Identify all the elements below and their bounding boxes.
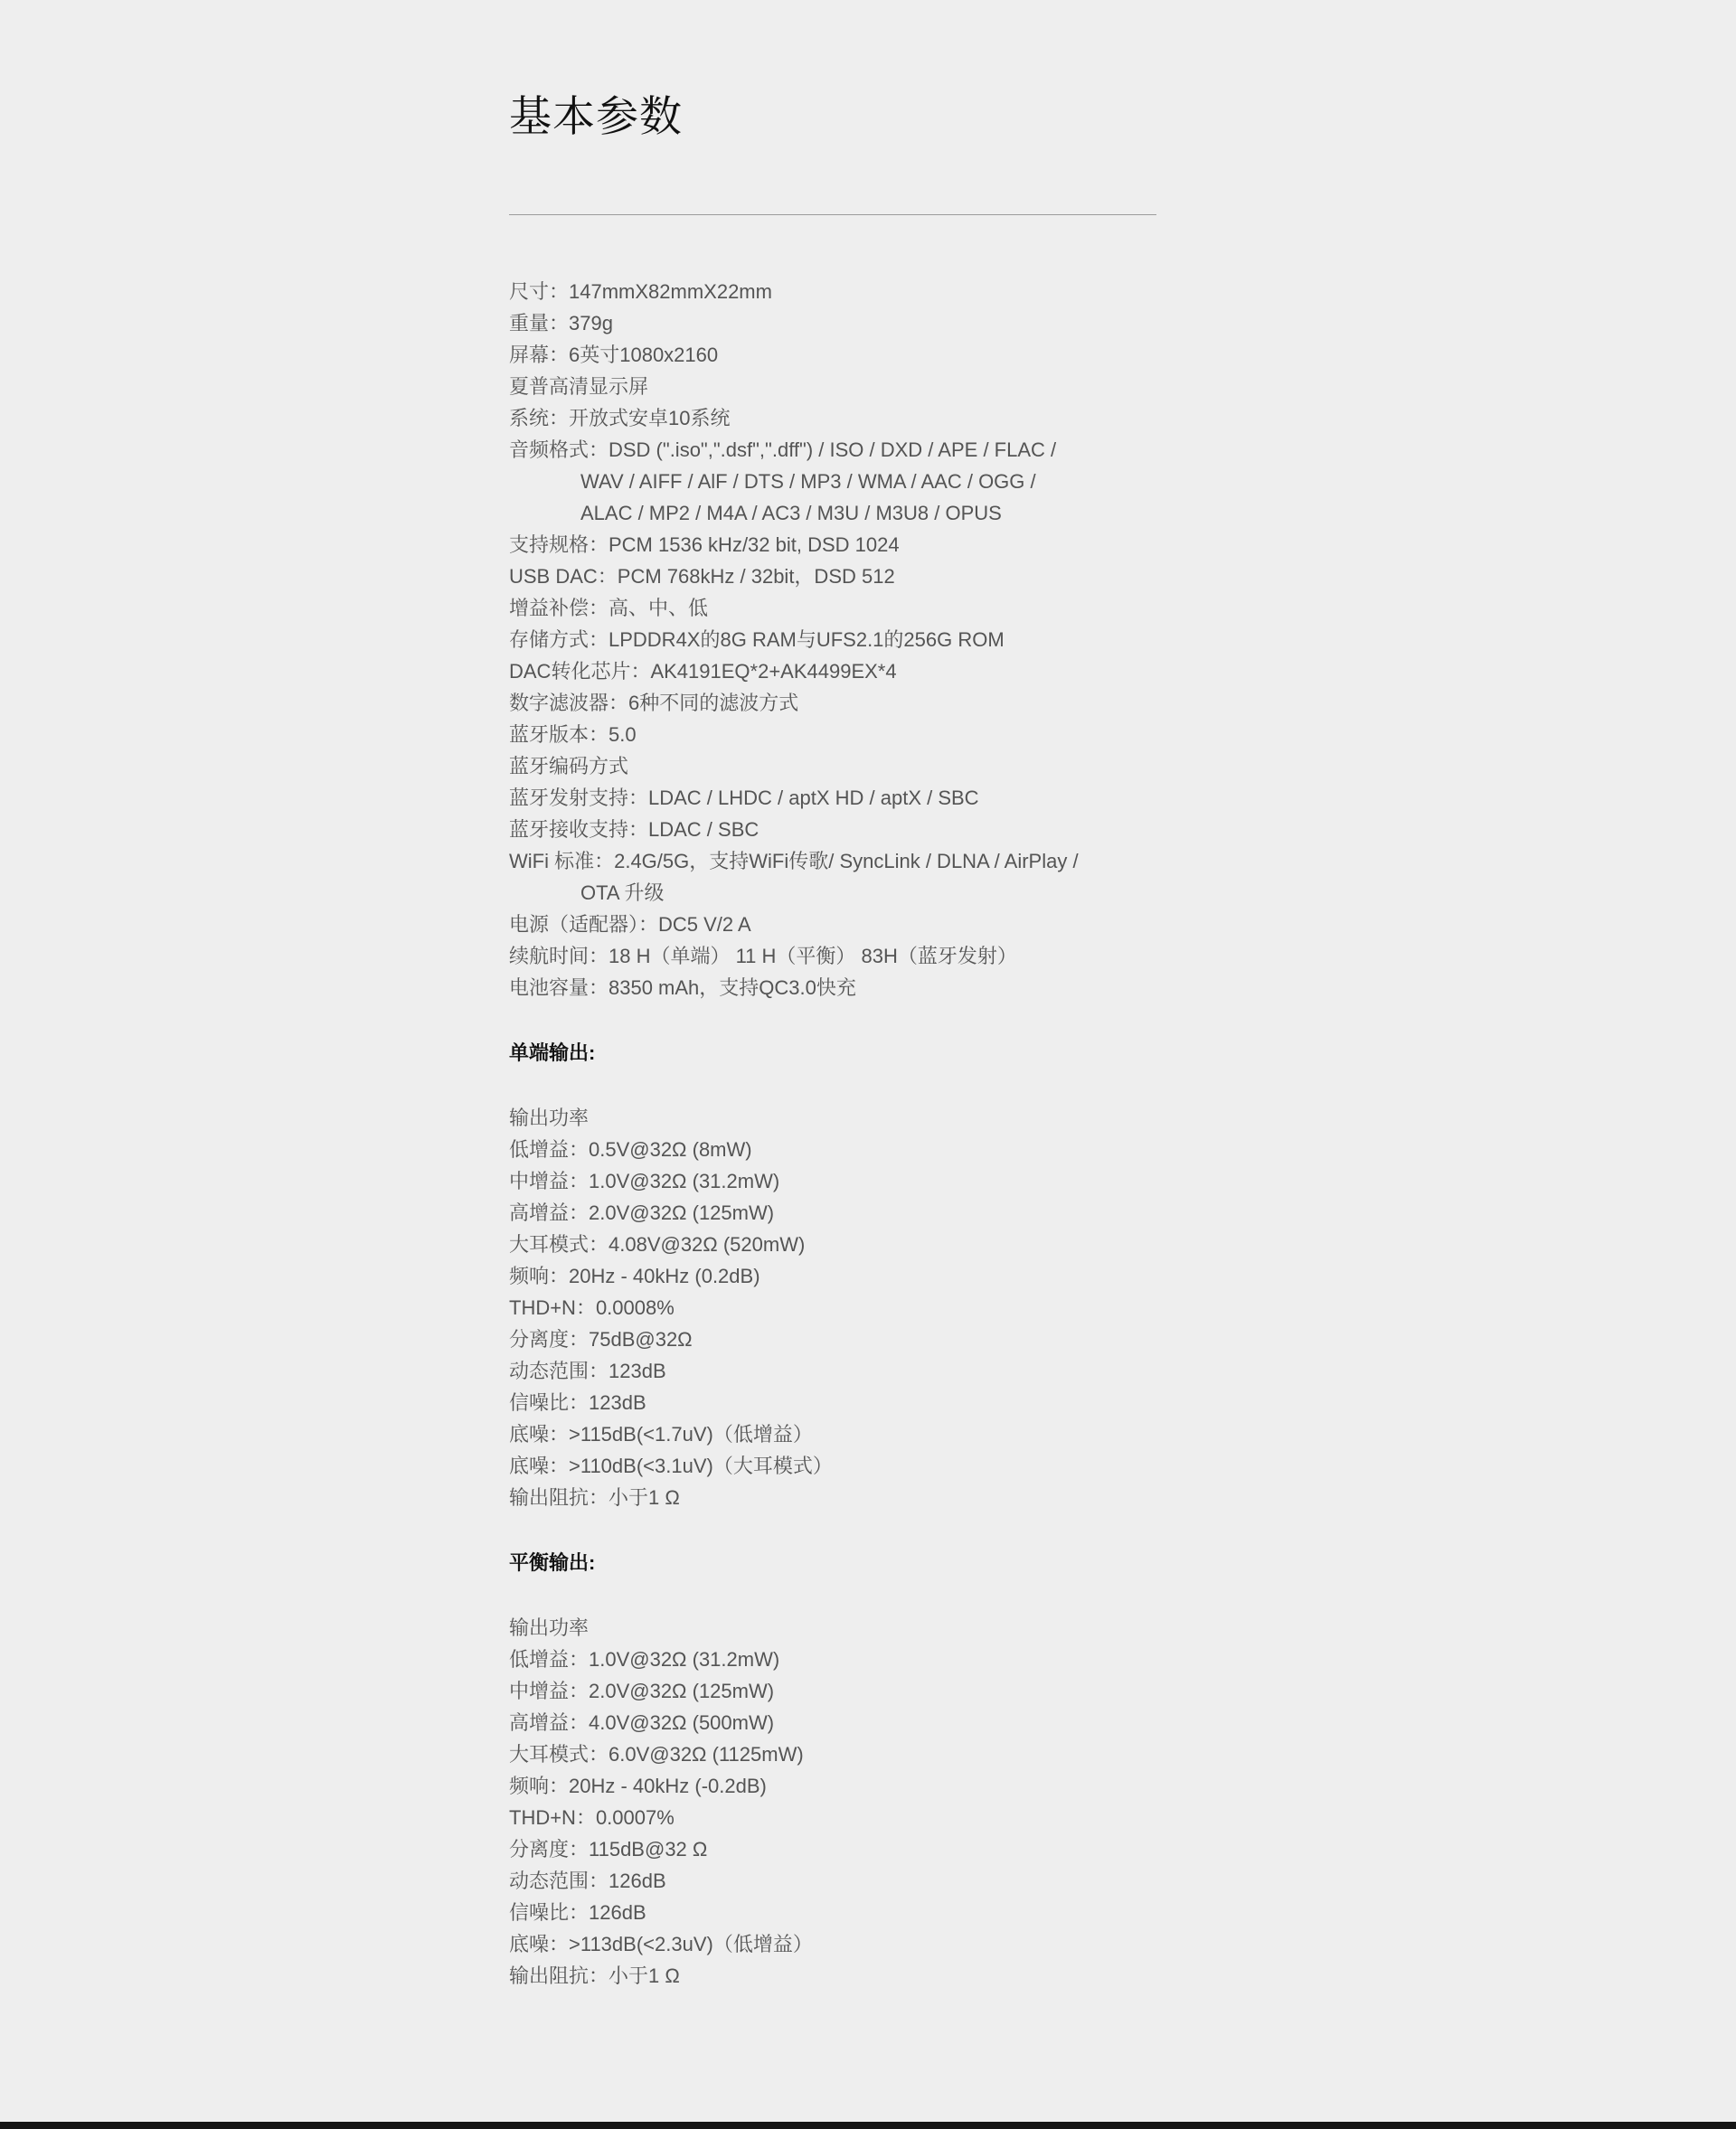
balanced-spec-list [509,1612,1214,1992]
spec-line-bal-dynamic-range: 动态范围：126dB [509,1870,666,1892]
spec-line-se-snr: 信噪比：123dB [509,1391,646,1414]
spec-line-bal-output-power: 输出功率 [509,1616,590,1639]
spec-line-bal-thd-n: THD+N：0.0007% [509,1806,675,1829]
spec-line-se-low-gain: 低增益：0.5V@32Ω (8mW) [509,1138,752,1161]
spec-line-se-big-ear-mode: 大耳模式：4.08V@32Ω (520mW) [509,1233,806,1256]
spec-line-se-mid-gain: 中增益：1.0V@32Ω (31.2mW) [509,1170,780,1192]
spec-line-bal-high-gain: 高增益：4.0V@32Ω (500mW) [509,1711,775,1734]
spec-line-usb-dac: USB DAC：PCM 768kHz / 32bit，DSD 512 [509,565,895,588]
spec-line-se-thd-n: THD+N：0.0008% [509,1296,675,1319]
spec-line-bal-big-ear-mode: 大耳模式：6.0V@32Ω (1125mW) [509,1743,804,1766]
spec-line-power-adapter: 电源（适配器）：DC5 V/2 A [509,913,751,936]
spec-line-se-frequency-response: 频响：20Hz - 40kHz (0.2dB) [509,1265,760,1287]
spec-line-bal-low-gain: 低增益：1.0V@32Ω (31.2mW) [509,1648,780,1671]
spec-line-bal-noise-floor-low-gain: 底噪：>113dB(<2.3uV)（低增益） [509,1933,813,1955]
spec-line-dac-chip: DAC转化芯片：AK4191EQ*2+AK4499EX*4 [509,660,897,683]
spec-line-se-noise-floor-low-gain: 底噪：>115dB(<1.7uV)（低增益） [509,1423,813,1446]
spec-line-bluetooth-codec: 蓝牙编码方式 [509,755,629,777]
spec-line-digital-filter: 数字滤波器：6种不同的滤波方式 [509,692,799,714]
spec-line-audio-formats-3: ALAC / MP2 / M4A / AC3 / M3U / M3U8 / OPUS [580,502,1002,524]
spec-line-screen: 屏幕：6英寸1080x2160 [509,344,719,366]
spec-line-se-separation: 分离度：75dB@32Ω [509,1328,693,1351]
spec-content [509,276,1214,1992]
spec-line-gain-compensation: 增益补偿：高、中、低 [509,597,709,619]
spec-line-weight: 重量：379g [509,312,613,334]
section-heading-balanced-output: 平衡输出: [509,1551,596,1574]
spec-line-bal-output-impedance: 输出阻抗：小于1 Ω [509,1964,680,1987]
spec-line-audio-formats-2: WAV / AIFF / AlF / DTS / MP3 / WMA / AAC / OGG / [580,470,1036,493]
spec-line-bal-frequency-response: 频响：20Hz - 40kHz (-0.2dB) [509,1775,767,1797]
spec-line-bal-snr: 信噪比：126dB [509,1901,646,1924]
spec-line-bluetooth-tx: 蓝牙发射支持：LDAC / LHDC / aptX HD / aptX / SBC [509,787,979,809]
spec-line-se-output-impedance: 输出阻抗：小于1 Ω [509,1486,680,1509]
spec-line-se-output-power: 输出功率 [509,1107,590,1129]
spec-line-battery-life: 续航时间：18 H（单端） 11 H（平衡） 83H（蓝牙发射） [509,945,1017,967]
spec-line-supported-spec: 支持规格：PCM 1536 kHz/32 bit, DSD 1024 [509,533,900,556]
spec-line-se-noise-floor-big-ear: 底噪：>110dB(<3.1uV)（大耳模式） [509,1455,833,1477]
spec-line-se-dynamic-range: 动态范围：123dB [509,1360,666,1382]
general-spec-list [509,276,1214,1003]
single-ended-spec-list [509,1102,1214,1513]
spec-line-bluetooth-rx: 蓝牙接收支持：LDAC / SBC [509,818,760,841]
spec-line-dimensions: 尺寸：147mmX82mmX22mm [509,280,772,303]
spec-line-bluetooth-version: 蓝牙版本：5.0 [509,723,637,746]
spec-line-audio-formats-1: 音频格式：DSD (".iso",".dsf",".dff") / ISO / DXD / APE / FLAC / [509,438,1057,461]
spec-line-storage: 存储方式：LPDDR4X的8G RAM与UFS2.1的256G ROM [509,628,1005,651]
spec-line-bal-mid-gain: 中增益：2.0V@32Ω (125mW) [509,1680,775,1702]
spec-line-system: 系统：开放式安卓10系统 [509,407,731,429]
spec-line-se-high-gain: 高增益：2.0V@32Ω (125mW) [509,1201,775,1224]
footer-bar [0,2122,1736,2129]
page-title: 基本参数 [509,92,683,140]
spec-line-display: 夏普高清显示屏 [509,375,649,398]
spec-line-wifi-1: WiFi 标准：2.4G/5G，支持WiFi传歌/ SyncLink / DLNA / AirPlay / [509,850,1079,872]
spec-line-wifi-2: OTA 升级 [580,881,665,904]
title-divider [509,214,1156,215]
spec-line-battery-capacity: 电池容量：8350 mAh，支持QC3.0快充 [509,976,856,999]
spec-line-bal-separation: 分离度：115dB@32 Ω [509,1838,708,1861]
section-heading-single-ended-output: 单端输出: [509,1041,596,1064]
